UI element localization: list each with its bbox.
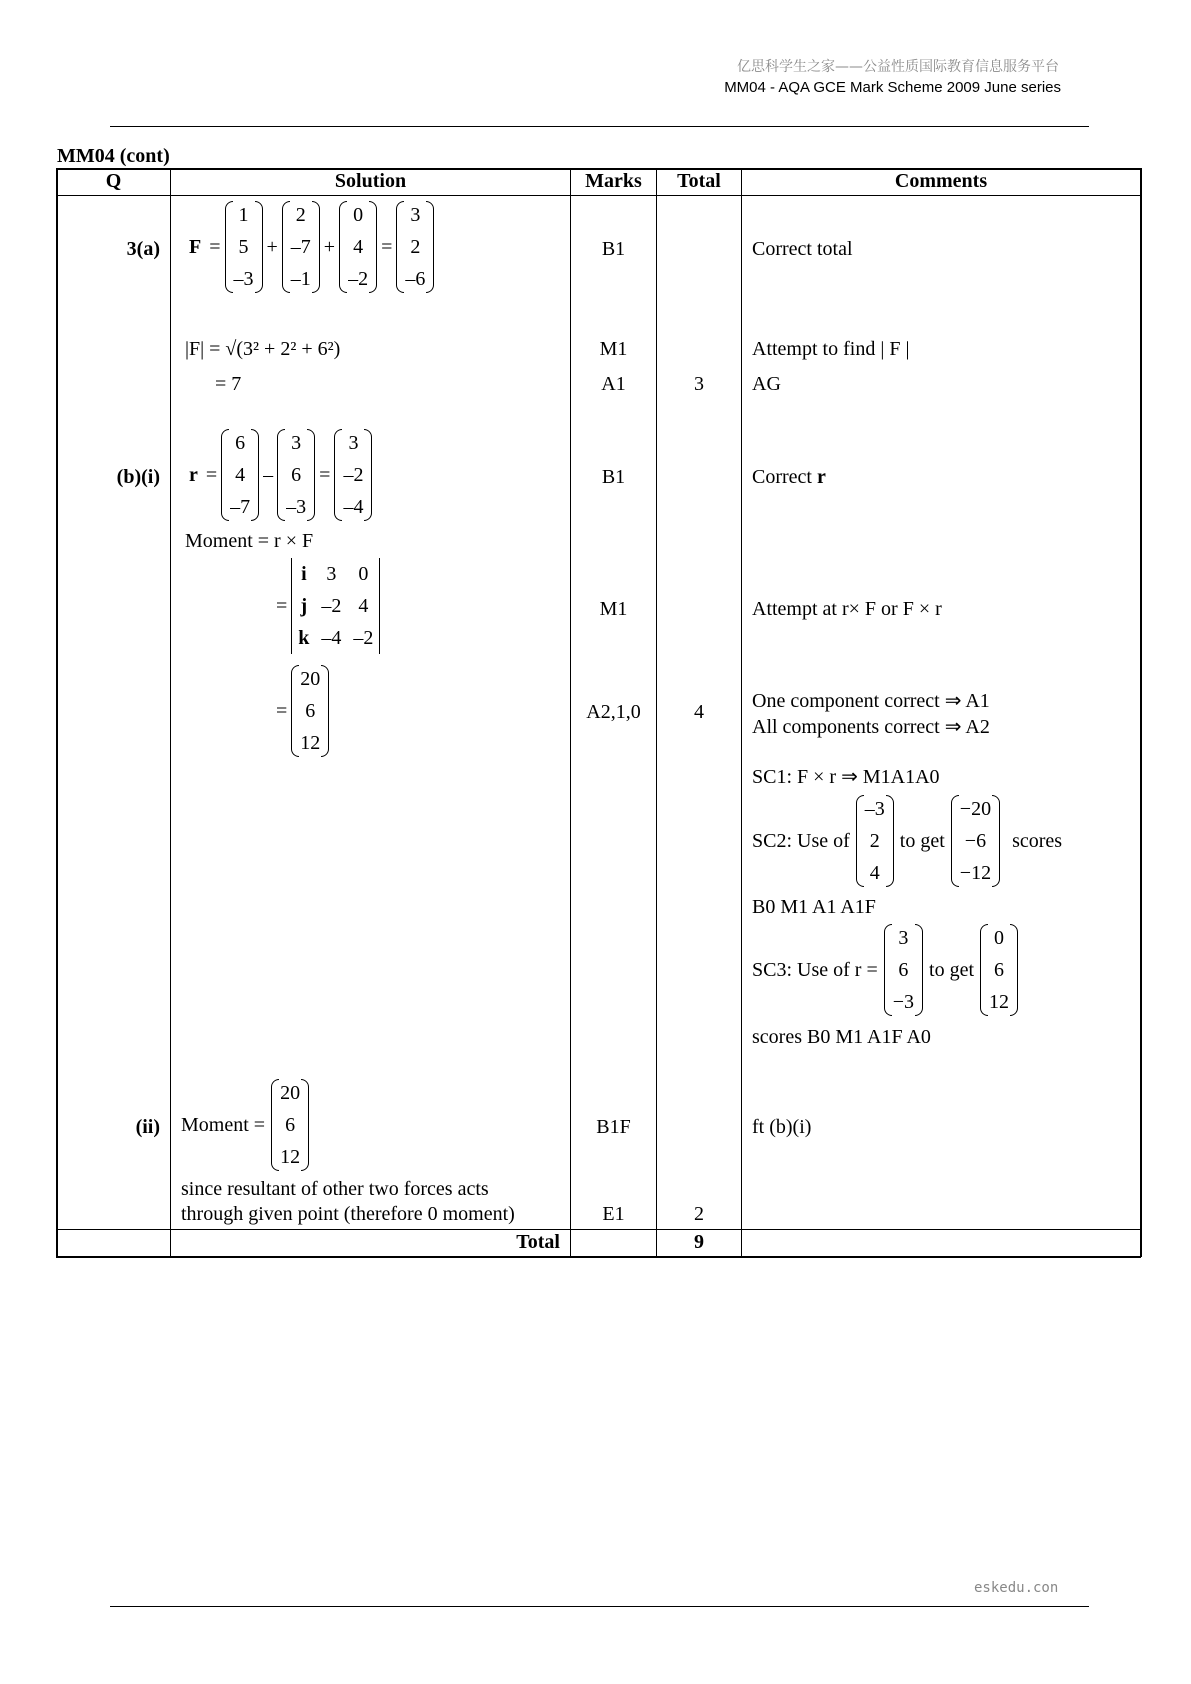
result-vector: 20 6 12 [291,663,329,759]
table-border-bottom [56,1256,1141,1258]
vector-label-F: F [189,235,202,258]
mark-cell: M1 [599,338,628,360]
vector-1: 1 5 –3 [225,199,263,295]
determinant-expression: = i 3 0 j –2 4 k –4 –2 [272,558,380,654]
sc2-vector-2: −20 −6 −12 [951,793,1000,889]
vector-3: 0 4 –2 [339,199,377,295]
vector-2: 3 6 –3 [277,427,315,523]
comment-cell: Attempt at r× F or F × r [752,598,942,620]
mark-cell: E1 [602,1203,625,1225]
total-cell: 2 [694,1203,704,1225]
comment-cell: Attempt to find | F | [752,338,910,360]
section-title: MM04 (cont) [57,145,170,167]
sc3-vector-2: 0 6 12 [980,922,1018,1018]
modulus-value: = 7 [215,373,242,395]
force-sum-equation: F = 1 5 –3 + 2 –7 –1 + 0 4 –2 = 3 2 –6 [185,199,434,295]
comment-cell: One component correct ⇒ A1 [752,690,990,712]
header-solution: Solution [334,170,407,192]
vector-1: 6 4 –7 [221,427,259,523]
explanation-line-2: through given point (therefore 0 moment) [181,1203,515,1225]
mark-cell: M1 [599,598,628,620]
table-total-divider [56,1229,1141,1230]
table-border-left [56,168,58,1257]
comment-cell: AG [752,373,781,395]
comment-cell: Correct total [752,238,853,260]
document-title: MM04 - AQA GCE Mark Scheme 2009 June series [724,79,1061,96]
header-q: Q [105,170,122,192]
moment-result: = 20 6 12 [272,663,329,759]
comment-cell: ft (b)(i) [752,1116,812,1138]
explanation-line-1: since resultant of other two forces acts [181,1178,489,1200]
moment-vector: 20 6 12 [271,1077,309,1173]
mark-cell: B1 [601,466,626,488]
header-marks: Marks [585,170,642,192]
header-comments: Comments [894,170,988,192]
total-value: 9 [694,1231,704,1253]
question-label: (b)(i) [116,466,160,488]
header-rule [110,126,1089,127]
table-border-right [1140,168,1142,1257]
site-header: 亿思科学生之家——公益性质国际教育信息服务平台 [737,59,1059,75]
moment-equation: Moment = 20 6 12 [181,1077,309,1173]
special-case-2-scores: B0 M1 A1 A1F [752,896,876,918]
special-case-3: SC3: Use of r = 3 6 −3 to get 0 6 12 [752,922,1018,1018]
moment-definition: Moment = r × F [185,530,314,552]
special-case-1: SC1: F × r ⇒ M1A1A0 [752,766,940,788]
col-divider-total [741,168,742,1257]
sc3-vector-1: 3 6 −3 [884,922,923,1018]
determinant: i 3 0 j –2 4 k –4 –2 [291,558,380,654]
sc2-vector-1: –3 2 4 [856,793,894,889]
footer-rule [110,1606,1089,1607]
special-case-3-scores: scores B0 M1 A1F A0 [752,1026,931,1048]
mark-cell: B1F [596,1116,631,1138]
mark-cell: A1 [601,373,626,395]
comment-cell: All components correct ⇒ A2 [752,716,990,738]
position-vector-equation: r = 6 4 –7 – 3 6 –3 = 3 –2 –4 [185,427,372,523]
mark-cell: B1 [601,238,626,260]
header-total: Total [677,170,721,192]
vector-result: 3 –2 –4 [334,427,372,523]
table-header-divider [56,195,1141,196]
vector-label-r: r [189,463,198,486]
footer-watermark: eskedu.con [974,1580,1059,1596]
question-label: (ii) [135,1116,160,1138]
mark-cell: A2,1,0 [586,701,641,723]
vector-result: 3 2 –6 [396,199,434,295]
question-label: 3(a) [126,238,160,260]
total-cell: 4 [694,701,704,723]
col-divider-q [170,168,171,1257]
special-case-2: SC2: Use of –3 2 4 to get −20 −6 −12 scores [752,793,1062,889]
modulus-expression: |F| = √(3² + 2² + 6²) [185,338,341,360]
total-label: Total [516,1231,560,1253]
total-cell: 3 [694,373,704,395]
comment-cell: Correct r [752,466,826,488]
vector-2: 2 –7 –1 [282,199,320,295]
